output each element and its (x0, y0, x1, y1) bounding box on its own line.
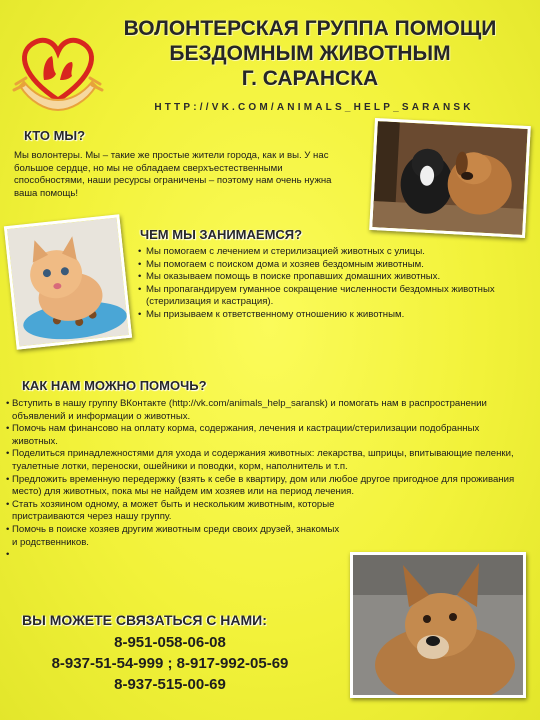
list-item: • Помочь в поиске хозяев другим животным среди своих друзей, знакомых и родственников. (6, 524, 342, 549)
what-list (138, 246, 514, 322)
title-line-1: ВОЛОНТЕРСКАЯ ГРУППА ПОМОЩИ (123, 17, 497, 40)
how-heading: КАК НАМ МОЖНО ПОМОЧЬ? (22, 378, 207, 393)
dog-photo (350, 552, 526, 698)
kitten-photo (4, 214, 132, 349)
list-item: • Поделиться принадлежностями для ухода и содержания животных: лекарства, шприцы, впитывающие пеленки, туалетные лотки, переноски, ошейники и поводки, корм, наполнитель и т.п. (6, 448, 516, 473)
heart-hands-logo-icon (12, 28, 104, 118)
contact-heading: ВЫ МОЖЕТЕ СВЯЗАТЬСЯ С НАМИ: (22, 612, 267, 628)
how-list (6, 398, 516, 561)
title-line-3: Г. САРАНСКА (241, 67, 379, 90)
puppies-photo (369, 118, 531, 238)
list-item: • Мы оказываем помощь в поиске пропавших домашних животных. (138, 271, 514, 284)
phone-number[interactable]: 8-951-058-06-08 (114, 634, 226, 651)
list-item: • Мы призываем к ответственному отношению к животным. (138, 309, 514, 322)
who-text: Мы волонтеры. Мы – такие же простые жители города, как и вы. У нас большое сердце, но мы не обладаем сверхъестественными способностями, наши ресурсы ограничены – поэтому нам очень нужна ваша помощь! (14, 150, 332, 199)
list-item: • Помочь нам финансово на оплату корма, содержания, лечения и кастрации/стерилизации подобранных животных. (6, 423, 516, 448)
page-title (100, 16, 520, 91)
who-heading: КТО МЫ? (24, 128, 86, 143)
phone-list (0, 632, 340, 695)
list-item: • Мы помогаем с поиском дома и хозяев бездомным животным. (138, 259, 514, 272)
list-item: • Вступить в нашу группу ВКонтакте (http://vk.com/animals_help_saransk) и помогать нам в распространении объявлений и информации о животных. (6, 398, 516, 423)
list-item: • Мы пропагандируем гуманное сокращение численности бездомных животных (стерилизация и кастрация). (138, 284, 514, 309)
list-item: • Мы помогаем с лечением и стерилизацией животных с улицы. (138, 246, 514, 259)
phone-number[interactable]: 8-937-51-54-999 ; 8-917-992-05-69 (51, 655, 289, 672)
list-item: • Стать хозяином одному, а может быть и нескольким животным, которые пристраиваются через нашу группу. (6, 499, 342, 524)
group-url[interactable]: HTTP://VK.COM/ANIMALS_HELP_SARANSK (154, 102, 474, 113)
phone-number[interactable]: 8-937-515-00-69 (114, 676, 226, 693)
list-item: • Предложить временную передержку (взять к себе в квартиру, дом или любое другое пригодное для проживания место) для животных, пока мы не найдем им хозяев или на период лечения. (6, 474, 516, 499)
what-heading: ЧЕМ МЫ ЗАНИМАЕМСЯ? (140, 227, 303, 242)
title-line-2: БЕЗДОМНЫМ ЖИВОТНЫМ (169, 42, 451, 65)
